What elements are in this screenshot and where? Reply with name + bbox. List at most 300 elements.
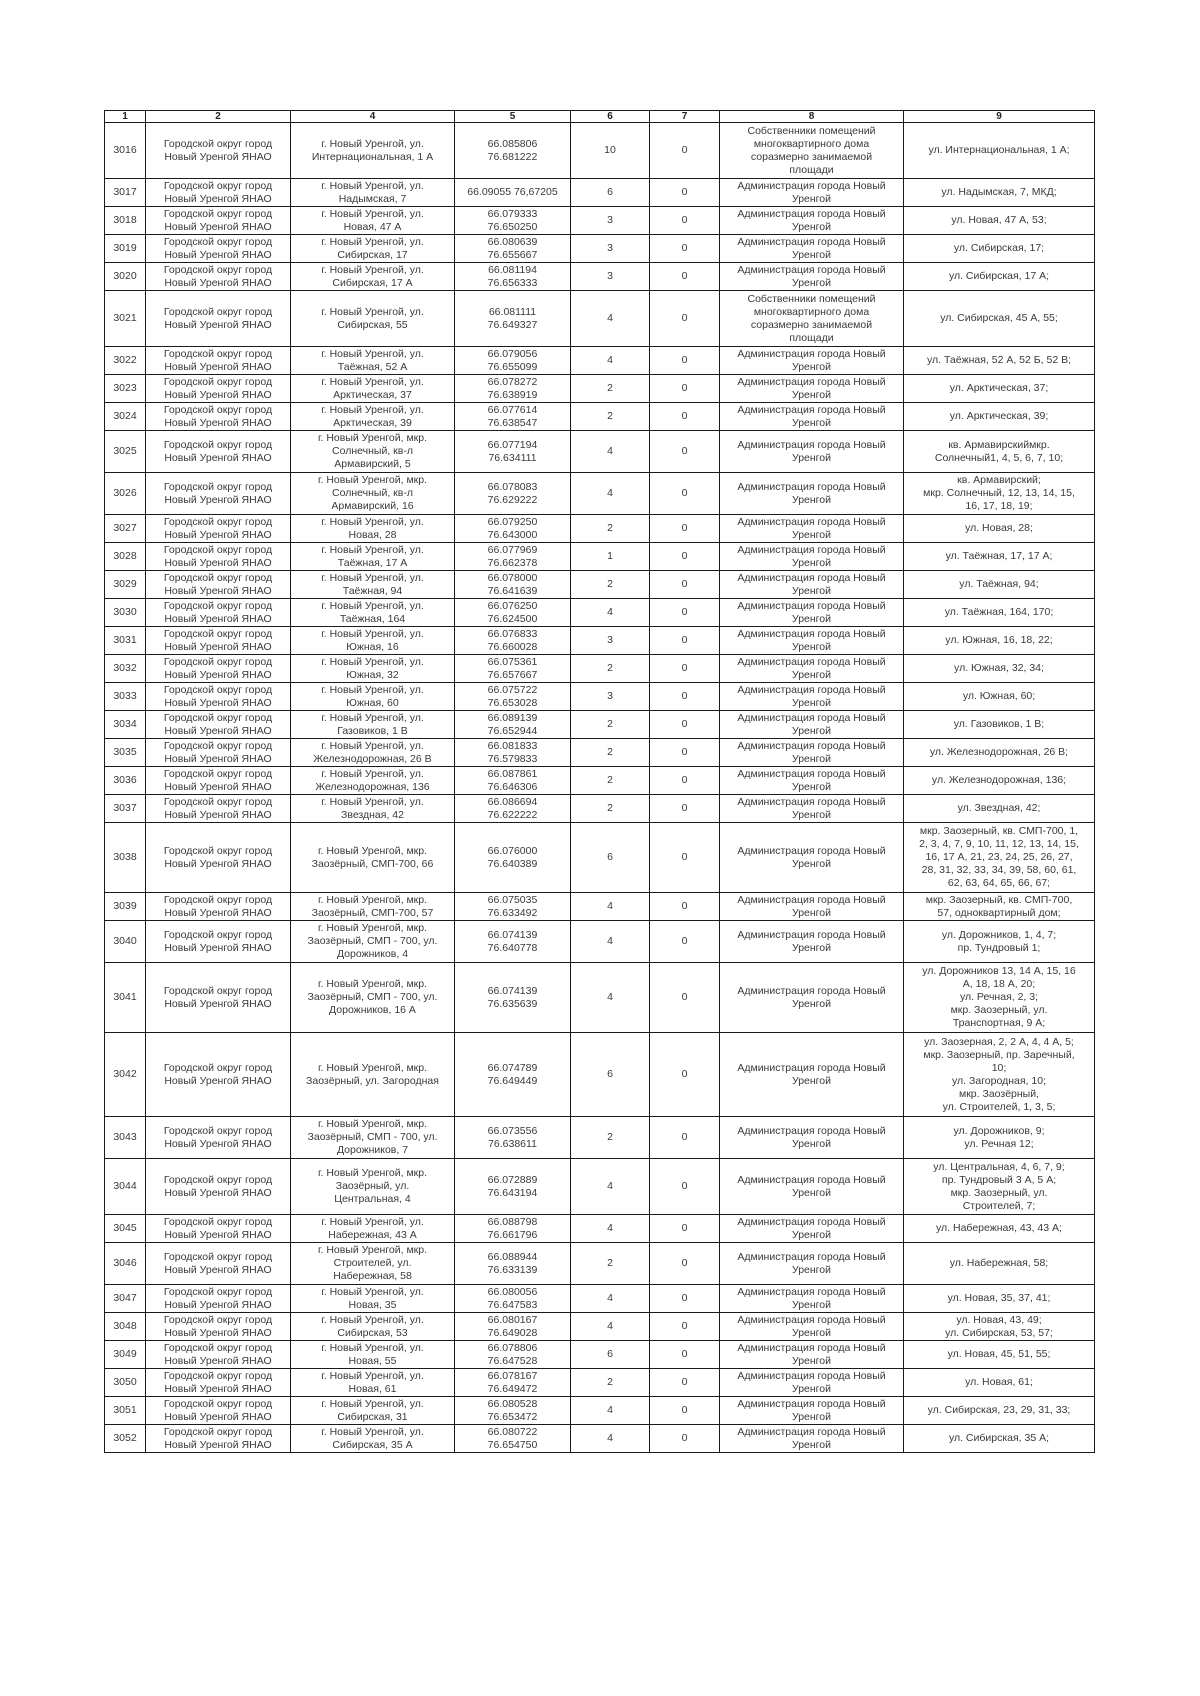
cell-container-volume: 0 [650,767,720,795]
cell-row-number: 3017 [105,179,146,207]
cell-coordinates: 66.080639 76.655667 [455,235,571,263]
cell-container-count: 4 [571,431,650,473]
cell-container-volume: 0 [650,571,720,599]
cell-site-address: г. Новый Уренгой, ул. Арктическая, 39 [291,403,455,431]
table-row [105,375,1095,403]
cell-site-address: г. Новый Уренгой, ул. Таёжная, 17 А [291,543,455,571]
table-row [105,627,1095,655]
table-row [105,571,1095,599]
cell-served-addresses: ул. Южная, 16, 18, 22; [904,627,1095,655]
cell-coordinates: 66.073556 76.638611 [455,1117,571,1159]
cell-site-owner: Администрация города Новый Уренгой [720,263,904,291]
col-header-5: 5 [455,111,571,123]
table-row [105,795,1095,823]
cell-municipality: Городской округ город Новый Уренгой ЯНАО [146,1369,291,1397]
cell-row-number: 3030 [105,599,146,627]
cell-site-address: г. Новый Уренгой, ул. Сибирская, 17 [291,235,455,263]
cell-coordinates: 66.080167 76.649028 [455,1313,571,1341]
cell-served-addresses: ул. Набережная, 43, 43 А; [904,1215,1095,1243]
cell-served-addresses: ул. Новая, 61; [904,1369,1095,1397]
cell-municipality: Городской округ город Новый Уренгой ЯНАО [146,1215,291,1243]
cell-site-owner: Собственники помещений многоквартирного дома соразмерно занимаемой площади [720,291,904,347]
table-row [105,515,1095,543]
cell-site-address: г. Новый Уренгой, ул. Железнодорожная, 26 В [291,739,455,767]
cell-municipality: Городской округ город Новый Уренгой ЯНАО [146,921,291,963]
table-row [105,1243,1095,1285]
cell-coordinates: 66.077194 76.634111 [455,431,571,473]
cell-row-number: 3041 [105,963,146,1033]
cell-container-volume: 0 [650,711,720,739]
cell-municipality: Городской округ город Новый Уренгой ЯНАО [146,375,291,403]
col-header-6: 6 [571,111,650,123]
cell-site-owner: Администрация города Новый Уренгой [720,823,904,893]
cell-site-owner: Администрация города Новый Уренгой [720,473,904,515]
cell-municipality: Городской округ город Новый Уренгой ЯНАО [146,571,291,599]
cell-site-owner: Администрация города Новый Уренгой [720,893,904,921]
cell-container-volume: 0 [650,627,720,655]
cell-row-number: 3024 [105,403,146,431]
cell-site-address: г. Новый Уренгой, ул. Таёжная, 164 [291,599,455,627]
cell-served-addresses: мкр. Заозерный, кв. СМП-700, 57, одноквартирный дом; [904,893,1095,921]
cell-coordinates: 66.075035 76.633492 [455,893,571,921]
cell-site-owner: Администрация города Новый Уренгой [720,1397,904,1425]
cell-container-count: 10 [571,123,650,179]
cell-coordinates: 66.09055 76,67205 [455,179,571,207]
cell-row-number: 3048 [105,1313,146,1341]
cell-container-count: 2 [571,711,650,739]
cell-site-address: г. Новый Уренгой, ул. Южная, 32 [291,655,455,683]
cell-site-owner: Администрация города Новый Уренгой [720,739,904,767]
cell-municipality: Городской округ город Новый Уренгой ЯНАО [146,627,291,655]
cell-container-count: 4 [571,1425,650,1453]
cell-served-addresses: ул. Южная, 32, 34; [904,655,1095,683]
cell-served-addresses: ул. Новая, 43, 49; ул. Сибирская, 53, 57; [904,1313,1095,1341]
cell-coordinates: 66.077614 76.638547 [455,403,571,431]
container-sites-table [104,110,1095,1453]
cell-container-volume: 0 [650,1397,720,1425]
cell-coordinates: 66.075361 76.657667 [455,655,571,683]
cell-site-address: г. Новый Уренгой, ул. Новая, 35 [291,1285,455,1313]
cell-container-count: 3 [571,683,650,711]
cell-site-owner: Администрация города Новый Уренгой [720,375,904,403]
cell-served-addresses: ул. Набережная, 58; [904,1243,1095,1285]
cell-coordinates: 66.077969 76.662378 [455,543,571,571]
cell-served-addresses: ул. Дорожников, 9; ул. Речная 12; [904,1117,1095,1159]
cell-container-volume: 0 [650,473,720,515]
cell-site-owner: Администрация города Новый Уренгой [720,683,904,711]
col-header-8: 8 [720,111,904,123]
cell-coordinates: 66.081111 76.649327 [455,291,571,347]
cell-container-volume: 0 [650,431,720,473]
table-row [105,1313,1095,1341]
cell-row-number: 3036 [105,767,146,795]
cell-site-owner: Собственники помещений многоквартирного дома соразмерно занимаемой площади [720,123,904,179]
cell-row-number: 3027 [105,515,146,543]
cell-container-volume: 0 [650,515,720,543]
table-row [105,767,1095,795]
cell-container-volume: 0 [650,235,720,263]
cell-municipality: Городской округ город Новый Уренгой ЯНАО [146,767,291,795]
table-row [105,1397,1095,1425]
table-row [105,1117,1095,1159]
cell-container-count: 3 [571,627,650,655]
cell-served-addresses: ул. Газовиков, 1 В; [904,711,1095,739]
cell-site-owner: Администрация города Новый Уренгой [720,515,904,543]
cell-site-address: г. Новый Уренгой, мкр. Заозёрный, СМП-700, 66 [291,823,455,893]
cell-container-volume: 0 [650,823,720,893]
cell-site-owner: Администрация города Новый Уренгой [720,543,904,571]
cell-site-owner: Администрация города Новый Уренгой [720,347,904,375]
cell-site-owner: Администрация города Новый Уренгой [720,921,904,963]
cell-row-number: 3034 [105,711,146,739]
cell-container-volume: 0 [650,263,720,291]
cell-municipality: Городской округ город Новый Уренгой ЯНАО [146,963,291,1033]
cell-container-count: 2 [571,767,650,795]
cell-row-number: 3045 [105,1215,146,1243]
cell-container-count: 2 [571,1243,650,1285]
cell-coordinates: 66.086694 76.622222 [455,795,571,823]
cell-row-number: 3029 [105,571,146,599]
table-row [105,1159,1095,1215]
cell-row-number: 3052 [105,1425,146,1453]
cell-site-owner: Администрация города Новый Уренгой [720,1285,904,1313]
cell-container-count: 6 [571,179,650,207]
cell-municipality: Городской округ город Новый Уренгой ЯНАО [146,1243,291,1285]
cell-site-address: г. Новый Уренгой, ул. Газовиков, 1 В [291,711,455,739]
cell-container-volume: 0 [650,1159,720,1215]
cell-municipality: Городской округ город Новый Уренгой ЯНАО [146,515,291,543]
cell-site-address: г. Новый Уренгой, мкр. Заозёрный, СМП - 700, ул. Дорожников, 7 [291,1117,455,1159]
cell-site-address: г. Новый Уренгой, мкр. Солнечный, кв-л Армавирский, 5 [291,431,455,473]
table-row [105,431,1095,473]
cell-row-number: 3035 [105,739,146,767]
cell-served-addresses: кв. Армавирскиймкр. Солнечный1, 4, 5, 6, 7, 10; [904,431,1095,473]
cell-site-address: г. Новый Уренгой, мкр. Заозёрный, ул. Центральная, 4 [291,1159,455,1215]
cell-site-owner: Администрация города Новый Уренгой [720,571,904,599]
cell-served-addresses: ул. Сибирская, 23, 29, 31, 33; [904,1397,1095,1425]
cell-row-number: 3038 [105,823,146,893]
cell-row-number: 3043 [105,1117,146,1159]
cell-site-owner: Администрация города Новый Уренгой [720,431,904,473]
table-row [105,1341,1095,1369]
cell-row-number: 3050 [105,1369,146,1397]
cell-container-count: 2 [571,1369,650,1397]
cell-site-owner: Администрация города Новый Уренгой [720,403,904,431]
header-row [105,111,1095,123]
cell-coordinates: 66.076833 76.660028 [455,627,571,655]
cell-site-address: г. Новый Уренгой, ул. Сибирская, 53 [291,1313,455,1341]
cell-container-count: 4 [571,1285,650,1313]
cell-coordinates: 66.080528 76.653472 [455,1397,571,1425]
cell-container-count: 4 [571,893,650,921]
cell-site-owner: Администрация города Новый Уренгой [720,1341,904,1369]
cell-row-number: 3028 [105,543,146,571]
table-row [105,1425,1095,1453]
cell-coordinates: 66.081194 76.656333 [455,263,571,291]
cell-container-count: 4 [571,599,650,627]
cell-container-volume: 0 [650,1341,720,1369]
table-row [105,599,1095,627]
cell-coordinates: 66.078000 76.641639 [455,571,571,599]
cell-container-count: 4 [571,347,650,375]
cell-site-address: г. Новый Уренгой, ул. Сибирская, 35 А [291,1425,455,1453]
table-row [105,347,1095,375]
cell-container-volume: 0 [650,739,720,767]
cell-container-volume: 0 [650,347,720,375]
cell-site-address: г. Новый Уренгой, мкр. Солнечный, кв-л Армавирский, 16 [291,473,455,515]
cell-coordinates: 66.080722 76.654750 [455,1425,571,1453]
cell-container-volume: 0 [650,123,720,179]
table-row [105,235,1095,263]
table-row [105,823,1095,893]
cell-site-owner: Администрация города Новый Уренгой [720,207,904,235]
cell-served-addresses: ул. Сибирская, 17 А; [904,263,1095,291]
cell-served-addresses: мкр. Заозерный, кв. СМП-700, 1, 2, 3, 4, 7, 9, 10, 11, 12, 13, 14, 15, 16, 17 А, 21, 23, 24, 25, 26, 27, 28, 31, 32, 33, 34, 39, 58, 60, 61, 62, 63, 64, 65, 66, 67; [904,823,1095,893]
table-row [105,179,1095,207]
cell-container-volume: 0 [650,599,720,627]
cell-site-owner: Администрация города Новый Уренгой [720,1425,904,1453]
cell-container-count: 6 [571,823,650,893]
cell-coordinates: 66.088798 76.661796 [455,1215,571,1243]
cell-site-owner: Администрация города Новый Уренгой [720,1159,904,1215]
cell-site-owner: Администрация города Новый Уренгой [720,599,904,627]
cell-site-address: г. Новый Уренгой, мкр. Заозёрный, СМП-700, 57 [291,893,455,921]
cell-coordinates: 66.081833 76.579833 [455,739,571,767]
table-row [105,655,1095,683]
cell-site-address: г. Новый Уренгой, ул. Звездная, 42 [291,795,455,823]
cell-municipality: Городской округ город Новый Уренгой ЯНАО [146,347,291,375]
cell-row-number: 3044 [105,1159,146,1215]
cell-coordinates: 66.078083 76.629222 [455,473,571,515]
cell-container-count: 3 [571,263,650,291]
cell-site-address: г. Новый Уренгой, ул. Новая, 47 А [291,207,455,235]
cell-municipality: Городской округ город Новый Уренгой ЯНАО [146,543,291,571]
cell-served-addresses: ул. Новая, 28; [904,515,1095,543]
cell-municipality: Городской округ город Новый Уренгой ЯНАО [146,1033,291,1117]
cell-site-address: г. Новый Уренгой, ул. Новая, 55 [291,1341,455,1369]
cell-container-count: 4 [571,291,650,347]
cell-container-count: 4 [571,1313,650,1341]
cell-row-number: 3023 [105,375,146,403]
cell-container-volume: 0 [650,893,720,921]
cell-container-volume: 0 [650,795,720,823]
table-row [105,963,1095,1033]
cell-municipality: Городской округ город Новый Уренгой ЯНАО [146,739,291,767]
col-header-7: 7 [650,111,720,123]
cell-municipality: Городской округ город Новый Уренгой ЯНАО [146,263,291,291]
cell-site-owner: Администрация города Новый Уренгой [720,655,904,683]
cell-container-count: 4 [571,921,650,963]
cell-container-volume: 0 [650,1243,720,1285]
cell-coordinates: 66.089139 76.652944 [455,711,571,739]
cell-container-count: 4 [571,963,650,1033]
cell-container-volume: 0 [650,1215,720,1243]
cell-municipality: Городской округ город Новый Уренгой ЯНАО [146,123,291,179]
cell-row-number: 3019 [105,235,146,263]
table-row [105,207,1095,235]
cell-site-owner: Администрация города Новый Уренгой [720,627,904,655]
cell-site-address: г. Новый Уренгой, ул. Сибирская, 17 А [291,263,455,291]
cell-served-addresses: ул. Заозерная, 2, 2 А, 4, 4 А, 5; мкр. Заозерный, пр. Заречный, 10; ул. Загородная, 10; мкр. Заозёрный, ул. Строителей, 1, 3, 5; [904,1033,1095,1117]
cell-row-number: 3016 [105,123,146,179]
cell-municipality: Городской округ город Новый Уренгой ЯНАО [146,1117,291,1159]
cell-municipality: Городской округ город Новый Уренгой ЯНАО [146,795,291,823]
cell-served-addresses: ул. Сибирская, 45 А, 55; [904,291,1095,347]
cell-row-number: 3042 [105,1033,146,1117]
cell-site-owner: Администрация города Новый Уренгой [720,1243,904,1285]
cell-site-address: г. Новый Уренгой, ул. Железнодорожная, 136 [291,767,455,795]
cell-site-owner: Администрация города Новый Уренгой [720,795,904,823]
table-row [105,1033,1095,1117]
cell-container-count: 3 [571,235,650,263]
cell-served-addresses: ул. Сибирская, 17; [904,235,1095,263]
cell-served-addresses: ул. Арктическая, 37; [904,375,1095,403]
col-header-1: 1 [105,111,146,123]
cell-municipality: Городской округ город Новый Уренгой ЯНАО [146,1397,291,1425]
cell-site-address: г. Новый Уренгой, мкр. Строителей, ул. Набережная, 58 [291,1243,455,1285]
col-header-9: 9 [904,111,1095,123]
cell-site-address: г. Новый Уренгой, мкр. Заозёрный, ул. Загородная [291,1033,455,1117]
cell-container-volume: 0 [650,1313,720,1341]
cell-municipality: Городской округ город Новый Уренгой ЯНАО [146,599,291,627]
cell-row-number: 3039 [105,893,146,921]
cell-coordinates: 66.074789 76.649449 [455,1033,571,1117]
cell-municipality: Городской округ город Новый Уренгой ЯНАО [146,655,291,683]
cell-municipality: Городской округ город Новый Уренгой ЯНАО [146,1425,291,1453]
cell-container-count: 4 [571,1397,650,1425]
cell-served-addresses: ул. Таёжная, 52 А, 52 Б, 52 В; [904,347,1095,375]
cell-container-count: 2 [571,515,650,543]
cell-served-addresses: ул. Дорожников, 1, 4, 7; пр. Тундровый 1; [904,921,1095,963]
cell-row-number: 3025 [105,431,146,473]
cell-served-addresses: ул. Железнодорожная, 26 В; [904,739,1095,767]
cell-row-number: 3031 [105,627,146,655]
cell-container-count: 6 [571,1033,650,1117]
cell-container-volume: 0 [650,1117,720,1159]
cell-container-count: 2 [571,403,650,431]
cell-served-addresses: ул. Сибирская, 35 А; [904,1425,1095,1453]
cell-served-addresses: ул. Новая, 47 А, 53; [904,207,1095,235]
cell-site-owner: Администрация города Новый Уренгой [720,179,904,207]
cell-site-owner: Администрация города Новый Уренгой [720,235,904,263]
cell-municipality: Городской округ город Новый Уренгой ЯНАО [146,711,291,739]
cell-row-number: 3040 [105,921,146,963]
cell-coordinates: 66.076250 76.624500 [455,599,571,627]
cell-container-volume: 0 [650,403,720,431]
cell-municipality: Городской округ город Новый Уренгой ЯНАО [146,893,291,921]
cell-municipality: Городской округ город Новый Уренгой ЯНАО [146,473,291,515]
cell-row-number: 3018 [105,207,146,235]
cell-served-addresses: ул. Таёжная, 17, 17 А; [904,543,1095,571]
cell-container-count: 2 [571,655,650,683]
table-row [105,1215,1095,1243]
cell-served-addresses: ул. Таёжная, 164, 170; [904,599,1095,627]
col-header-4: 4 [291,111,455,123]
cell-row-number: 3033 [105,683,146,711]
cell-served-addresses: ул. Интернациональная, 1 А; [904,123,1095,179]
cell-municipality: Городской округ город Новый Уренгой ЯНАО [146,403,291,431]
table-row [105,1369,1095,1397]
cell-container-volume: 0 [650,1033,720,1117]
cell-container-count: 4 [571,1215,650,1243]
cell-container-volume: 0 [650,921,720,963]
cell-site-owner: Администрация города Новый Уренгой [720,711,904,739]
cell-municipality: Городской округ город Новый Уренгой ЯНАО [146,291,291,347]
cell-municipality: Городской округ город Новый Уренгой ЯНАО [146,1341,291,1369]
cell-container-count: 6 [571,1341,650,1369]
cell-row-number: 3020 [105,263,146,291]
cell-coordinates: 66.078806 76.647528 [455,1341,571,1369]
cell-site-address: г. Новый Уренгой, мкр. Заозёрный, СМП - 700, ул. Дорожников, 4 [291,921,455,963]
table-row [105,543,1095,571]
cell-row-number: 3037 [105,795,146,823]
cell-container-count: 4 [571,1159,650,1215]
cell-container-volume: 0 [650,1285,720,1313]
cell-coordinates: 66.072889 76.643194 [455,1159,571,1215]
cell-coordinates: 66.076000 76.640389 [455,823,571,893]
cell-served-addresses: ул. Южная, 60; [904,683,1095,711]
cell-municipality: Городской округ город Новый Уренгой ЯНАО [146,1285,291,1313]
cell-coordinates: 66.079056 76.655099 [455,347,571,375]
table-row [105,683,1095,711]
table-row [105,403,1095,431]
cell-coordinates: 66.078272 76.638919 [455,375,571,403]
cell-site-owner: Администрация города Новый Уренгой [720,767,904,795]
cell-row-number: 3021 [105,291,146,347]
table-row [105,739,1095,767]
cell-served-addresses: ул. Железнодорожная, 136; [904,767,1095,795]
table-row [105,291,1095,347]
cell-site-owner: Администрация города Новый Уренгой [720,1033,904,1117]
cell-served-addresses: ул. Новая, 35, 37, 41; [904,1285,1095,1313]
cell-municipality: Городской округ город Новый Уренгой ЯНАО [146,683,291,711]
table-row [105,711,1095,739]
cell-site-owner: Администрация города Новый Уренгой [720,963,904,1033]
cell-container-volume: 0 [650,963,720,1033]
col-header-2: 2 [146,111,291,123]
cell-municipality: Городской округ город Новый Уренгой ЯНАО [146,207,291,235]
cell-container-volume: 0 [650,179,720,207]
cell-row-number: 3047 [105,1285,146,1313]
cell-municipality: Городской округ город Новый Уренгой ЯНАО [146,1313,291,1341]
cell-site-owner: Администрация города Новый Уренгой [720,1117,904,1159]
cell-container-volume: 0 [650,683,720,711]
cell-container-volume: 0 [650,1369,720,1397]
cell-site-address: г. Новый Уренгой, ул. Новая, 61 [291,1369,455,1397]
cell-site-address: г. Новый Уренгой, ул. Таёжная, 52 А [291,347,455,375]
cell-container-count: 3 [571,207,650,235]
cell-site-address: г. Новый Уренгой, ул. Южная, 60 [291,683,455,711]
cell-served-addresses: ул. Центральная, 4, 6, 7, 9; пр. Тундровый 3 А, 5 А; мкр. Заозерный, ул. Строителей, 7; [904,1159,1095,1215]
cell-coordinates: 66.088944 76.633139 [455,1243,571,1285]
cell-row-number: 3051 [105,1397,146,1425]
cell-coordinates: 66.075722 76.653028 [455,683,571,711]
cell-site-address: г. Новый Уренгой, ул. Интернациональная, 1 А [291,123,455,179]
cell-municipality: Городской округ город Новый Уренгой ЯНАО [146,823,291,893]
cell-container-count: 2 [571,739,650,767]
cell-served-addresses: ул. Дорожников 13, 14 А, 15, 16 А, 18, 18 А, 20; ул. Речная, 2, 3; мкр. Заозерный, ул. Транспортная, 9 А; [904,963,1095,1033]
cell-container-count: 2 [571,571,650,599]
cell-site-owner: Администрация города Новый Уренгой [720,1313,904,1341]
cell-coordinates: 66.080056 76.647583 [455,1285,571,1313]
cell-container-count: 1 [571,543,650,571]
cell-row-number: 3026 [105,473,146,515]
cell-site-address: г. Новый Уренгой, ул. Набережная, 43 А [291,1215,455,1243]
table-row [105,263,1095,291]
cell-container-volume: 0 [650,375,720,403]
cell-served-addresses: ул. Арктическая, 39; [904,403,1095,431]
cell-served-addresses: ул. Надымская, 7, МКД; [904,179,1095,207]
